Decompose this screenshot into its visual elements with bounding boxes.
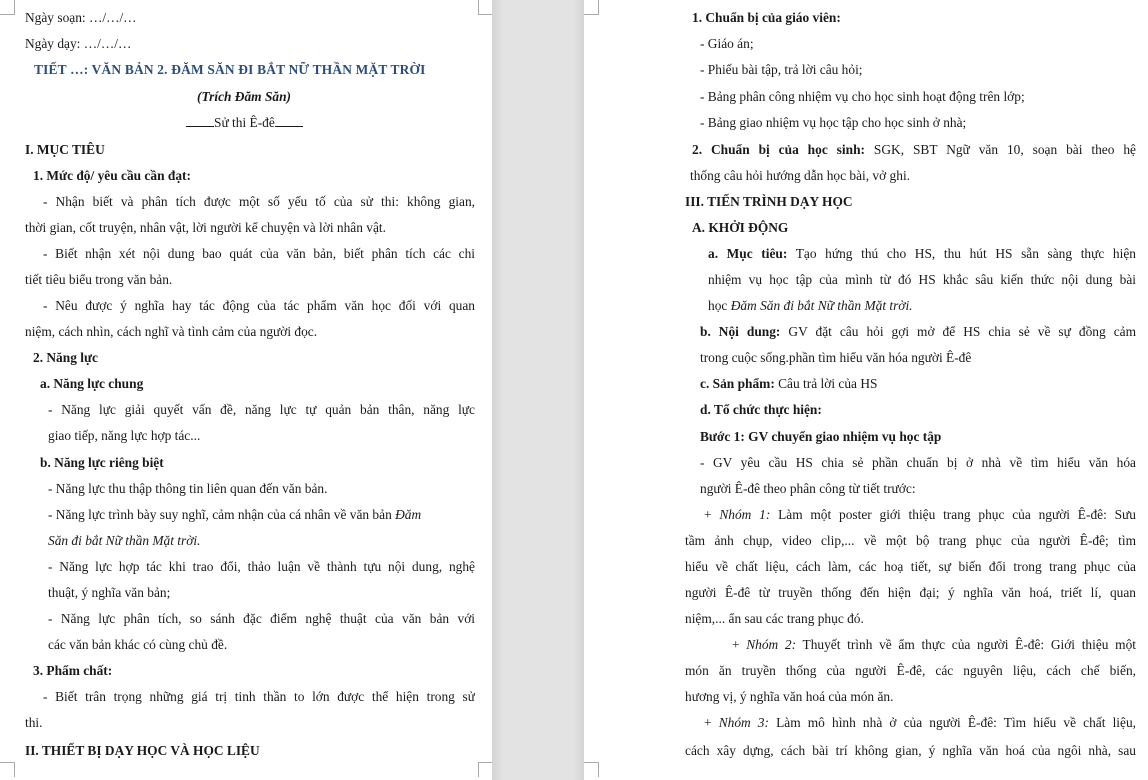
bold-label: 2. Chuẩn bị của học sinh: <box>692 142 865 157</box>
paragraph-line: hiểu về chất liệu, cách làm, các hoạ tiết, sự biến đổi trong trang phục của <box>685 559 1136 574</box>
paragraph-line <box>700 376 877 392</box>
genre-line <box>186 115 303 131</box>
paragraph-line: nhiệm vụ học tập của mình từ đó HS khắc sâu kiến thức nội dung bài <box>708 272 1136 287</box>
document-page-right <box>584 0 1148 780</box>
paragraph-text: Làm một poster giới thiệu trang phục của người Ê-đê: Sưu <box>770 507 1136 522</box>
paragraph-line: cách xây dựng, cách bài trí không gian, ý nghĩa văn hoá của ngôi nhà, sau <box>685 743 1136 758</box>
paragraph-text: Câu trả lời của HS <box>774 376 878 391</box>
paragraph-line: - Biết trân trọng những giá trị tinh thần to lớn được thể hiện trong sử <box>43 689 475 704</box>
paragraph-line <box>732 637 1136 653</box>
document-page-left <box>0 0 492 780</box>
paragraph-text: SGK, SBT Ngữ văn 10, soạn bài theo hệ <box>864 142 1136 157</box>
paragraph-text: - Năng lực trình bày suy nghĩ, cảm nhận của cá nhân về văn bản <box>48 507 396 522</box>
paragraph-line: - Nêu được ý nghĩa hay tác động của tác phẩm văn học đối với quan <box>43 298 475 313</box>
paragraph-line: người Ê-đê từ truyền thống đến hiện đại; ý nghĩa văn hoá, triết lí, quan <box>685 585 1136 600</box>
paragraph-line: - Năng lực giải quyết vấn đề, năng lực tự quản bản thân, năng lực <box>48 402 475 417</box>
paragraph-line: trong cuộc sống.phần tìm hiểu văn hóa người Ê-đê <box>700 350 972 365</box>
paragraph-line: thống câu hỏi hướng dẫn học bài, vở ghi. <box>690 168 911 183</box>
subsection-heading: 2. Năng lực <box>33 350 98 365</box>
page-corner-mark <box>584 762 599 777</box>
italic-text: Nhóm 1: <box>719 507 771 522</box>
paragraph-line <box>708 246 1136 262</box>
subsection-heading: Bước 1: GV chuyển giao nhiệm vụ học tập <box>700 429 942 444</box>
italic-text: Nhóm 3: <box>718 715 769 730</box>
paragraph-line: - Bảng phân công nhiệm vụ cho học sinh hoạt động trên lớp; <box>700 89 1025 104</box>
paragraph-line <box>704 715 1136 731</box>
paragraph-line: - Năng lực hợp tác khi trao đổi, thảo luận về thành tựu nội dung, nghệ <box>48 559 475 574</box>
page-corner-mark <box>478 0 492 15</box>
paragraph-text: Làm mô hình nhà ở của người Ê-đê: Tìm hiểu về chất liệu, <box>768 715 1136 730</box>
paragraph-line: món ăn truyền thống của người Ê-đê, các nguyên liệu, cách chế biến, <box>685 663 1136 678</box>
page-corner-mark <box>0 0 15 15</box>
paragraph-text: Tạo hứng thú cho HS, thu hút HS sẵn sàng thực hiện <box>787 246 1136 261</box>
italic-text: Đăm <box>395 507 422 522</box>
subsection-heading: a. Năng lực chung <box>40 376 144 391</box>
paragraph-line: thuật, ý nghĩa văn bản; <box>48 585 171 600</box>
paragraph-line: Săn đi bắt Nữ thần Mặt trời. <box>48 533 201 548</box>
paragraph-line: niệm,... ẩn sau các trang phục đó. <box>685 611 864 626</box>
date-prepared: Ngày soạn: …/…/… <box>25 10 137 25</box>
paragraph-text: + <box>732 637 747 652</box>
paragraph-text: học <box>708 298 731 313</box>
subsection-heading: 1. Mức độ/ yêu cầu cần đạt: <box>33 168 191 183</box>
genre-label: Sử thi Ê-đê <box>214 115 275 130</box>
subsection-heading: 3. Phẩm chất: <box>33 663 113 678</box>
lesson-title: TIẾT …: VĂN BẢN 2. ĐĂM SĂN ĐI BẮT NỮ THẦN MẶT TRỜI <box>34 62 426 77</box>
paragraph-line <box>692 142 1136 158</box>
italic-text: Đăm Săn đi bắt Nữ thần Mặt trời. <box>730 298 913 313</box>
paragraph-line: giao tiếp, năng lực hợp tác... <box>48 428 201 443</box>
paragraph-line: người Ê-đê theo phân công từ tiết trước: <box>700 481 916 496</box>
section-heading: A. KHỞI ĐỘNG <box>692 220 789 235</box>
paragraph-text: Thuyết trình về ẩm thực của người Ê-đê: Giới thiệu một <box>796 637 1136 652</box>
paragraph-line: - Biết nhận xét nội dung bao quát của văn bản, biết phân tích các chi <box>43 246 475 261</box>
paragraph-line: tiết tiêu biểu trong văn bản. <box>25 272 173 287</box>
section-heading: III. TIẾN TRÌNH DẠY HỌC <box>685 194 853 209</box>
paragraph-line: thời gian, cốt truyện, nhân vật, lời người kể chuyện và lời nhân vật. <box>25 220 386 235</box>
paragraph-text: GV đặt câu hỏi gợi mở để HS chia sẻ về sự đồng cảm <box>780 324 1136 339</box>
page-gutter <box>492 0 584 780</box>
paragraph-text: + <box>704 507 720 522</box>
bold-label: c. Sản phẩm: <box>700 376 775 391</box>
paragraph-text: + <box>704 715 719 730</box>
paragraph-line: tầm ảnh chụp, video clip,... về một bộ trang phục của người Ê-đê; tìm <box>685 533 1136 548</box>
subsection-heading: b. Năng lực riêng biệt <box>40 455 164 470</box>
subsection-heading: 1. Chuẩn bị của giáo viên: <box>692 10 841 25</box>
section-heading: II. THIẾT BỊ DẠY HỌC VÀ HỌC LIỆU <box>25 743 260 758</box>
page-corner-mark <box>478 762 492 777</box>
paragraph-line <box>704 507 1136 523</box>
subsection-heading: d. Tổ chức thực hiện: <box>700 402 822 417</box>
paragraph-line: - Nhận biết và phân tích được một số yếu tố của sử thi: không gian, <box>43 194 475 209</box>
italic-text: Nhóm 2: <box>746 637 797 652</box>
bold-label: b. Nội dung: <box>700 324 781 339</box>
date-taught: Ngày dạy: …/…/… <box>25 36 132 51</box>
paragraph-line: - Năng lực phân tích, so sánh đặc điểm nghệ thuật của văn bản với <box>48 611 475 626</box>
paragraph-line: - Giáo án; <box>700 36 754 51</box>
paragraph-line <box>708 298 913 314</box>
bold-label: a. Mục tiêu: <box>708 246 788 261</box>
underline-rule <box>275 115 303 127</box>
paragraph-line: thi. <box>25 715 43 730</box>
page-corner-mark <box>584 0 599 15</box>
paragraph-line <box>48 507 421 523</box>
paragraph-line: - Bảng giao nhiệm vụ học tập cho học sinh ở nhà; <box>700 115 967 130</box>
paragraph-line: - Năng lực thu thập thông tin liên quan đến văn bản. <box>48 481 328 496</box>
lesson-subtitle: (Trích Đăm Săn) <box>197 89 291 104</box>
section-heading: I. MỤC TIÊU <box>25 142 105 157</box>
paragraph-line: các văn bản khác có cùng chủ đề. <box>48 637 228 652</box>
paragraph-line: - Phiếu bài tập, trả lời câu hỏi; <box>700 62 863 77</box>
paragraph-line: hương vị, ý nghĩa văn hoá của món ăn. <box>685 689 894 704</box>
paragraph-line: niệm, cách nhìn, cách nghĩ và tình cảm của người đọc. <box>25 324 318 339</box>
page-corner-mark <box>0 762 15 777</box>
paragraph-line <box>700 324 1136 340</box>
underline-rule <box>186 115 214 127</box>
paragraph-line: - GV yêu cầu HS chia sẻ phần chuẩn bị ở nhà về tìm hiểu văn hóa <box>700 455 1136 470</box>
